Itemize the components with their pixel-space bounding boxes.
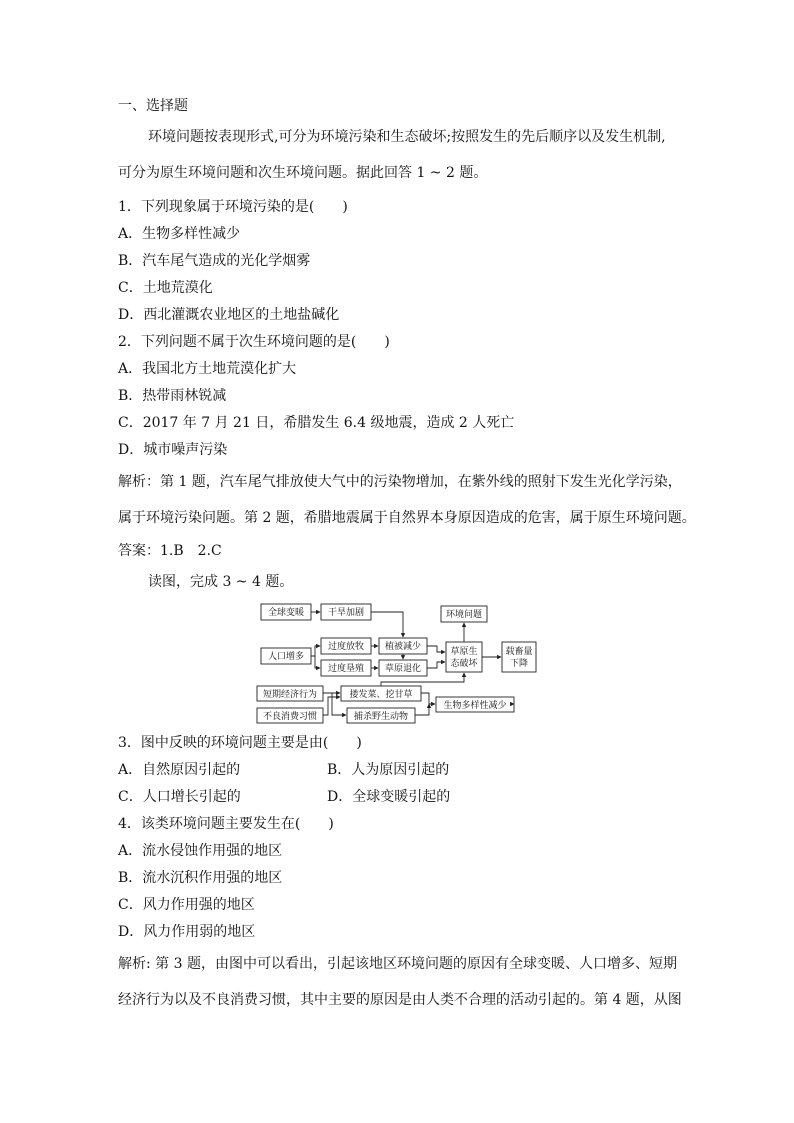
q2-option-d: D．城市噪声污染 — [118, 442, 228, 458]
analysis-1-line-2: 属于环境污染问题。第 2 题，希腊地震属于自然界本身原因造成的危害，属于原生环境问题。 — [118, 510, 696, 526]
answer-1: 答案：1.B 2.C — [118, 543, 222, 559]
intro-line-2: 可分为原生环境问题和次生环境问题。据此回答 1 ~ 2 题。 — [118, 165, 488, 181]
label-dig-plants: 搂发菜、挖甘草 — [349, 690, 413, 700]
read-prompt: 读图，完成 3 ~ 4 题。 — [148, 574, 294, 590]
q4-option-d: D．风力作用弱的地区 — [118, 924, 256, 940]
label-global-warming: 全球变暖 — [267, 608, 305, 618]
label-grassland-eco-1: 草原生 — [450, 647, 478, 657]
arrow-pop-overgrazing — [311, 646, 320, 656]
label-livestock-2: 下降 — [509, 659, 529, 669]
label-bad-habits: 不良消费习惯 — [262, 712, 318, 722]
arrow-hunting-biodiversity — [415, 704, 429, 715]
q1-option-a: A．生物多样性减少 — [118, 226, 241, 242]
q3-option-d: D．全球变暖引起的 — [327, 789, 451, 805]
label-livestock-1: 载畜量 — [505, 647, 533, 657]
q2-option-a: A．我国北方土地荒漠化扩大 — [118, 361, 297, 377]
q2-stem: 2．下列问题不属于次生环境问题的是( ) — [118, 334, 390, 350]
label-overcultivation: 过度垦殖 — [327, 664, 365, 674]
arrow-habits-dig — [323, 697, 340, 715]
label-drought: 干旱加剧 — [327, 608, 365, 618]
analysis-2-line-1: 解析: 第 3 题，由图中可以看出，引起该地区环境问题的原因有全球变暖、人口增多、短期 — [118, 956, 677, 972]
label-overgrazing: 过度放牧 — [327, 642, 365, 652]
label-hunting: 捕杀野生动物 — [353, 712, 409, 722]
q1-stem: 1．下列现象属于环境污染的是( ) — [118, 199, 348, 215]
arrow-dig-biodiversity — [421, 693, 435, 704]
arrow-veg-eco — [427, 646, 445, 652]
arrow-drought-veg — [371, 612, 403, 637]
q3-option-c: C．人口增长引起的 — [118, 789, 241, 805]
analysis-2-line-2: 经济行为以及不良消费习惯，其中主要的原因是由人类不合理的活动引起的。第 4 题，从图 — [118, 992, 682, 1008]
q3-option-b: B．人为原因引起的 — [327, 762, 450, 778]
label-grass-degrade: 草原退化 — [384, 664, 422, 674]
label-veg-reduce: 植被减少 — [384, 642, 422, 652]
q4-option-c: C．风力作用强的地区 — [118, 897, 255, 913]
label-population: 人口增多 — [267, 652, 305, 662]
q3-stem: 3．图中反映的环境问题主要是由( ) — [118, 735, 362, 751]
section-title: 一、选择题 — [118, 98, 188, 114]
q4-option-a: A．流水侵蚀作用强的地区 — [118, 843, 283, 859]
q1-option-c: C．土地荒漠化 — [118, 280, 213, 296]
arrow-pop-overcultivation — [315, 656, 320, 668]
label-env-problem: 环境问题 — [445, 610, 483, 620]
q4-option-b: B．流水沉积作用强的地区 — [118, 870, 283, 886]
label-grassland-eco-2: 态破坏 — [450, 659, 478, 669]
q2-option-b: B．热带雨林锐减 — [118, 388, 227, 404]
intro-line-1: 环境问题按表现形式,可分为环境污染和生态破坏;按照发生的先后顺序以及发生机制, — [148, 129, 666, 145]
q4-stem: 4．该类环境问题主要发生在( ) — [118, 816, 334, 832]
flow-diagram — [255, 600, 555, 730]
arrow-grass-eco — [427, 662, 445, 668]
q3-row-2 — [118, 788, 618, 806]
label-short-term: 短期经济行为 — [262, 690, 318, 700]
q1-option-d: D．西北灌溉农业地区的土地盐碱化 — [118, 307, 340, 323]
analysis-1-line-1: 解析：第 1 题，汽车尾气排放使大气中的污染物增加，在紫外线的照射下发生光化学污染， — [118, 474, 682, 490]
q1-option-b: B．汽车尾气造成的光化学烟雾 — [118, 253, 311, 269]
label-biodiversity: 生物多样性减少 — [443, 701, 507, 711]
q3-row-1 — [118, 761, 618, 779]
q3-option-a: A．自然原因引起的 — [118, 762, 241, 778]
q2-option-c: C．2017 年 7 月 21 日，希腊发生 6.4 级地震，造成 2 人死亡 — [118, 415, 515, 431]
